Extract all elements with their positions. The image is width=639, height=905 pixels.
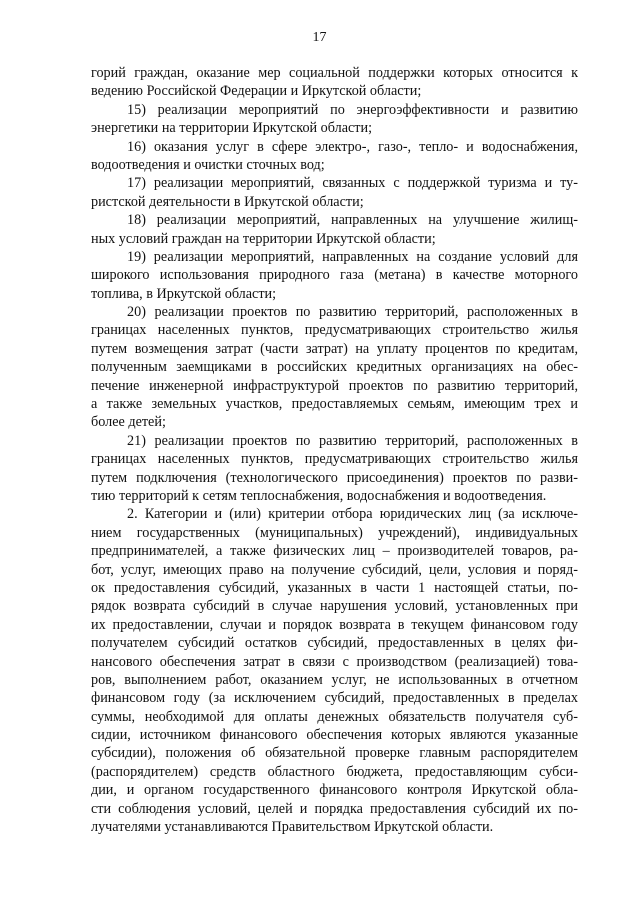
paragraph bbox=[91, 303, 578, 432]
document-body bbox=[91, 64, 578, 836]
text-line: границах населенных пунктов, предусматривающих строительство жилья bbox=[91, 322, 578, 339]
text-line: лучателями устанавливаются Правительством Иркутской области. bbox=[91, 819, 494, 836]
text-line: 15) реализации мероприятий по энергоэффективности и развитию bbox=[127, 101, 578, 118]
text-line: суммы, необходимой для оплаты денежных обязательств получателя суб- bbox=[91, 708, 578, 725]
text-line: горий граждан, оказание мер социальной поддержки которых относится к bbox=[91, 65, 578, 81]
text-line: путем возмещения затрат (части затрат) на уплату процентов по кредитам, bbox=[91, 340, 578, 357]
text-line: более детей; bbox=[91, 414, 166, 431]
paragraph bbox=[91, 138, 578, 175]
paragraph bbox=[91, 174, 578, 211]
text-line: водоотведения и очистки сточных вод; bbox=[91, 156, 325, 173]
text-line: сидии, источником финансового обеспечения которых являются указанные bbox=[91, 727, 578, 744]
text-line: субсидии), положения об обязательной проверке главным распорядителем bbox=[91, 745, 578, 762]
paragraph bbox=[91, 101, 578, 138]
text-line: ок предоставления субсидий, указанных в части 1 настоящей статьи, по- bbox=[91, 579, 578, 596]
text-line: а также земельных участков, предоставляемых семьям, имеющим трех и bbox=[91, 396, 578, 413]
text-line: ристской деятельности в Иркутской области; bbox=[91, 193, 364, 210]
paragraph bbox=[91, 64, 578, 101]
text-line: топлива, в Иркутской области; bbox=[91, 285, 277, 302]
text-line: 17) реализации мероприятий, связанных с поддержкой туризма и ту- bbox=[127, 175, 578, 192]
text-line: печение инженерной инфраструктурой проектов по развитию территорий, bbox=[91, 377, 578, 394]
text-line: полученным заемщиками в российских кредитных организациях на обес- bbox=[91, 359, 578, 376]
text-line: сти соблюдения условий, целей и порядка предоставления субсидий их по- bbox=[91, 800, 578, 817]
text-line: 21) реализации проектов по развитию территорий, расположенных в bbox=[127, 432, 578, 449]
text-line: энергетики на территории Иркутской области; bbox=[91, 120, 373, 137]
text-line: рядок возврата субсидий в случае нарушения условий, установленных при bbox=[91, 598, 578, 615]
paragraph bbox=[91, 248, 578, 303]
text-line: их предоставлении, случаи и порядок возврата в текущем финансовом году bbox=[91, 616, 578, 633]
text-line: путем подключения (технологического присоединения) проектов по разви- bbox=[91, 469, 578, 486]
text-line: (распорядителем) средств областного бюджета, предоставляющим субси- bbox=[91, 763, 578, 780]
text-line: дии, и органом государственного финансового контроля Иркутской обла- bbox=[91, 782, 578, 799]
text-line: бот, услуг, имеющих право на получение субсидий, цели, условия и поряд- bbox=[91, 561, 578, 578]
text-line: ведению Российской Федерации и Иркутской области; bbox=[91, 83, 422, 100]
text-line: ров, выполнением работ, оказанием услуг, не использованных в отчетном bbox=[91, 671, 578, 688]
text-line: 18) реализации мероприятий, направленных на улучшение жилищ- bbox=[127, 212, 578, 229]
text-line: предпринимателей, а также физических лиц – производителей товаров, ра- bbox=[91, 543, 578, 560]
text-line: широкого использования природного газа (метана) в качестве моторного bbox=[91, 267, 578, 284]
text-line: ных условий граждан на территории Иркутской области; bbox=[91, 230, 436, 247]
paragraph bbox=[91, 432, 578, 506]
paragraph bbox=[91, 211, 578, 248]
text-line: нансового обеспечения затрат в связи с производством (реализацией) това- bbox=[91, 653, 578, 670]
text-line: 16) оказания услуг в сфере электро-, газо-, тепло- и водоснабжения, bbox=[127, 138, 578, 155]
text-line: получателем субсидий остатков субсидий, предоставленных в целях фи- bbox=[91, 635, 578, 652]
text-line: 2. Категории и (или) критерии отбора юридических лиц (за исключе- bbox=[127, 506, 578, 523]
text-line: финансовом году (за исключением субсидий, предоставленных в пределах bbox=[91, 690, 578, 707]
paragraph bbox=[91, 505, 578, 836]
text-line: 19) реализации мероприятий, направленных на создание условий для bbox=[127, 248, 578, 265]
text-line: тию территорий к сетям теплоснабжения, водоснабжения и водоотведения. bbox=[91, 487, 547, 504]
text-line: нием государственных (муниципальных) учреждений), индивидуальных bbox=[91, 524, 578, 541]
text-line: 20) реализации проектов по развитию территорий, расположенных в bbox=[127, 304, 578, 321]
page-number: 17 bbox=[312, 30, 327, 45]
text-line: границах населенных пунктов, предусматривающих строительство жилья bbox=[91, 451, 578, 468]
